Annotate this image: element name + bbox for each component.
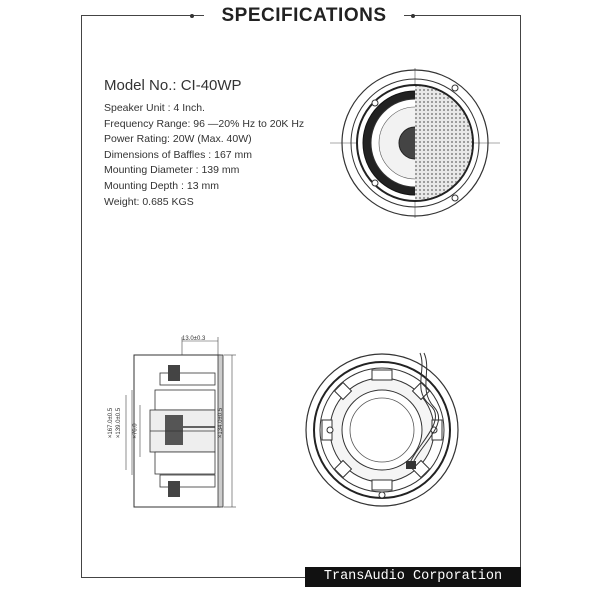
spec-list <box>104 101 304 210</box>
spec-baffle-dimensions: Dimensions of Baffles : 167 mm <box>104 148 253 161</box>
speaker-side-view <box>120 335 245 510</box>
speaker-front-view <box>330 68 500 218</box>
speaker-rear-view <box>302 345 462 510</box>
spec-weight: Weight: 0.685 KGS <box>104 195 194 208</box>
spec-mounting-depth: Mounting Depth : 13 mm <box>104 179 219 192</box>
title-bullet-left <box>190 14 194 18</box>
spec-speaker-unit: Speaker Unit : 4 Inch. <box>104 102 205 114</box>
dim-depth-label: 13.0±0.3 <box>182 336 206 342</box>
spec-power-rating: Power Rating: 20W (Max. 40W) <box>104 133 252 146</box>
page-title: SPECIFICATIONS <box>204 4 404 28</box>
dim-cone-label: ×76.0 <box>132 423 139 439</box>
model-number: Model No.: CI-40WP <box>104 77 242 94</box>
dim-baffle-label: ×167.0±0.5 <box>108 407 115 439</box>
spec-frequency-range: Frequency Range: 96 —20% Hz to 20K Hz <box>104 117 305 130</box>
dim-mount-label: ×139.0±0.5 <box>116 407 123 439</box>
dim-cutout-label: ×134.0±0.5 <box>218 407 225 439</box>
company-banner: TransAudio Corporation <box>305 567 521 587</box>
title-bullet-right <box>411 14 415 18</box>
spec-mounting-diameter: Mounting Diameter : 139 mm <box>104 164 240 177</box>
